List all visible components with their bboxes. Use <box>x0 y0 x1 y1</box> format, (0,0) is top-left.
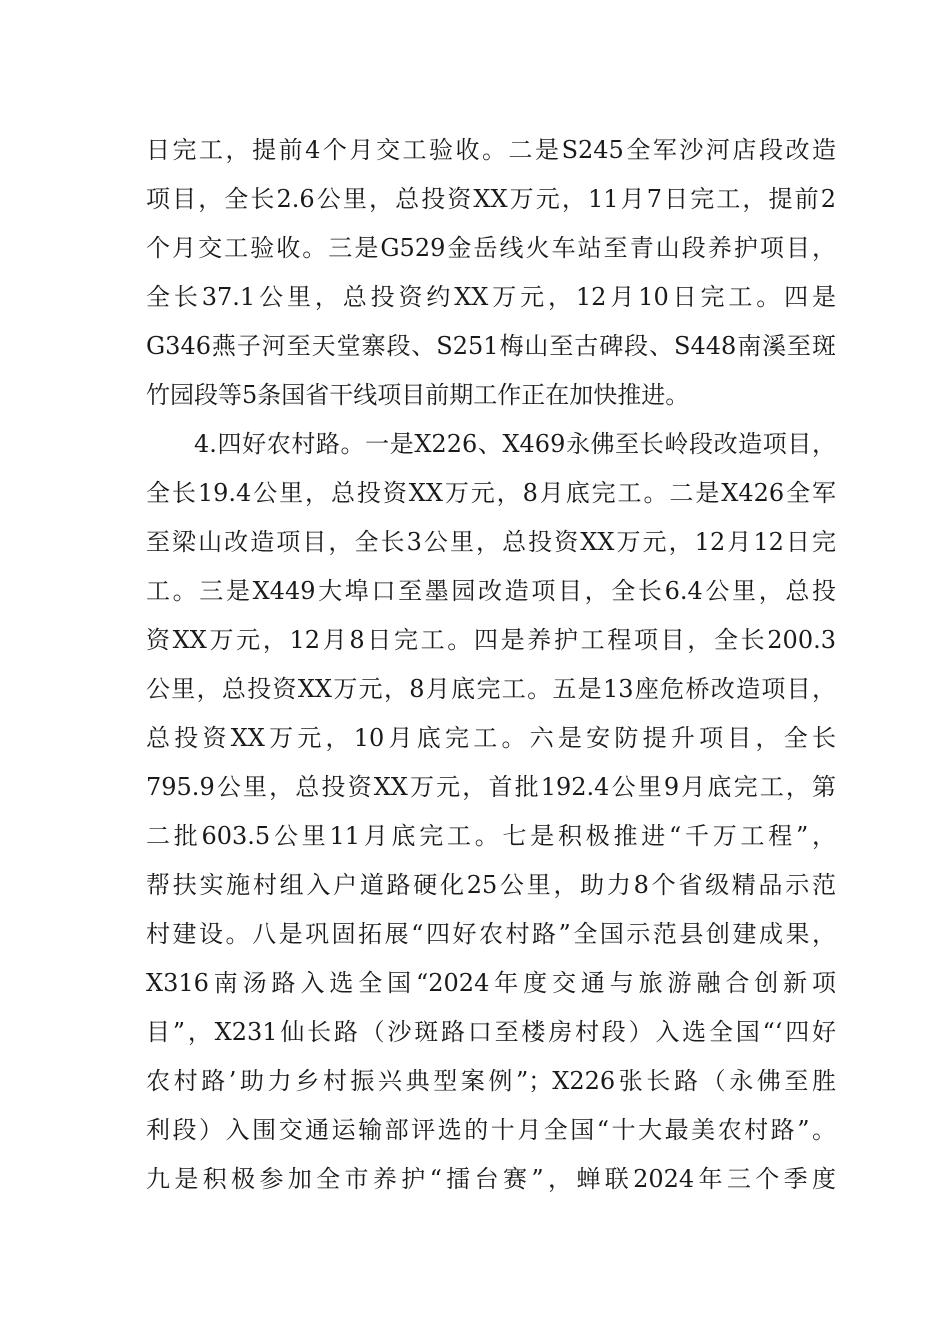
text-line: 总投资XX万元，10月底完工。六是安防提升项目，全长 <box>146 724 836 752</box>
text-line: 795.9公里，总投资XX万元，首批192.4公里9月底完工，第 <box>146 773 836 801</box>
text-line: 全长37.1公里，总投资约XX万元，12月10日完工。四是 <box>146 283 836 311</box>
text-line: 全长19.4公里，总投资XX万元，8月底完工。二是X426全军 <box>146 479 836 507</box>
text-line: 帮扶实施村组入户道路硬化25公里，助力8个省级精品示范 <box>146 871 836 899</box>
text-line: 资XX万元，12月8日完工。四是养护工程项目，全长200.3 <box>146 626 836 654</box>
section-heading-line: 4.四好农村路。一是X226、X469永佛至长岭段改造项目， <box>194 430 836 458</box>
text-line: 项目，全长2.6公里，总投资XX万元，11月7日完工，提前2 <box>146 185 836 213</box>
text-line: 工。三是X449大埠口至墨园改造项目，全长6.4公里，总投 <box>146 577 836 605</box>
text-line: 日完工，提前4个月交工验收。二是S245全军沙河店段改造 <box>146 136 836 164</box>
text-line: 利段）入围交通运输部评选的十月全国“十大最美农村路”。 <box>146 1116 836 1144</box>
text-line: 农村路’助力乡村振兴典型案例”；X226张长路（永佛至胜 <box>146 1067 836 1095</box>
text-line: X316南汤路入选全国“2024年度交通与旅游融合创新项 <box>146 969 836 997</box>
text-line: G346燕子河至天堂寨段、S251梅山至古碑段、S448南溪至斑 <box>146 332 836 360</box>
text-line: 二批603.5公里11月底完工。七是积极推进“千万工程”， <box>146 822 836 850</box>
text-line: 村建设。八是巩固拓展“四好农村路”全国示范县创建成果， <box>146 920 836 948</box>
text-line: 九是积极参加全市养护“擂台赛”，蝉联2024年三个季度 <box>146 1165 836 1193</box>
body-text <box>146 126 836 1204</box>
text-line: 至梁山改造项目，全长3公里，总投资XX万元，12月12日完 <box>146 528 836 556</box>
text-line: 目”，X231仙长路（沙斑路口至楼房村段）入选全国“‘四好 <box>146 1018 836 1046</box>
text-line: 竹园段等5条国省干线项目前期工作正在加快推进。 <box>146 381 690 409</box>
text-line: 公里，总投资XX万元，8月底完工。五是13座危桥改造项目， <box>146 675 836 703</box>
text-line: 个月交工验收。三是G529金岳线火车站至青山段养护项目， <box>146 234 836 262</box>
